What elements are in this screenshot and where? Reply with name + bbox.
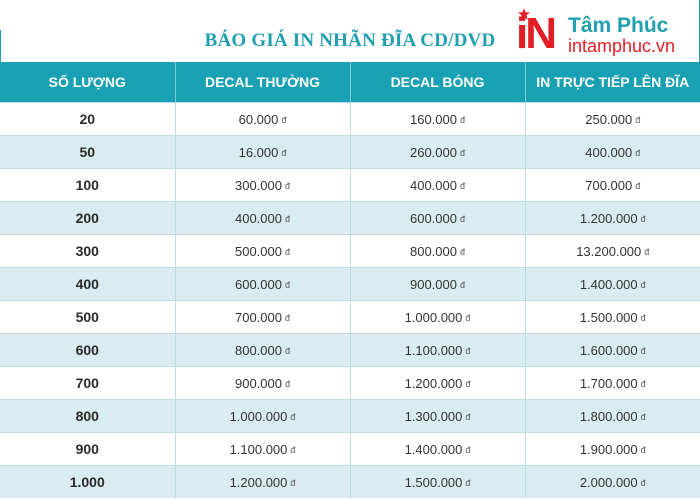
table-row bbox=[0, 202, 700, 235]
cell-decal-bong-value: 900.000 bbox=[409, 276, 457, 292]
cell-quantity bbox=[0, 169, 175, 202]
cell-quantity bbox=[0, 334, 175, 367]
currency-symbol: đ bbox=[635, 147, 641, 158]
currency-symbol: đ bbox=[290, 444, 296, 455]
cell-decal-thuong-value: 1.100.000 bbox=[229, 441, 288, 457]
cell-in-truc-tiep bbox=[525, 301, 700, 334]
cell-decal-bong-value: 1.100.000 bbox=[404, 342, 463, 358]
cell-in-truc-tiep bbox=[525, 466, 700, 499]
table-row bbox=[0, 136, 700, 169]
cell-decal-thuong-value: 500.000 bbox=[234, 243, 282, 259]
table-row bbox=[0, 400, 700, 433]
cell-decal-bong-value: 600.000 bbox=[409, 210, 457, 226]
cell-in-truc-tiep-value: 400.000 bbox=[585, 144, 633, 160]
currency-symbol: đ bbox=[644, 246, 650, 257]
currency-symbol: đ bbox=[284, 279, 290, 290]
currency-symbol: đ bbox=[640, 477, 646, 488]
cell-in-truc-tiep bbox=[525, 400, 700, 433]
cell-decal-bong bbox=[350, 334, 525, 367]
cell-quantity bbox=[0, 202, 175, 235]
cell-quantity bbox=[0, 268, 175, 301]
table-row bbox=[0, 268, 700, 301]
cell-decal-thuong bbox=[175, 169, 350, 202]
cell-quantity-value: 700 bbox=[75, 375, 99, 391]
currency-symbol: đ bbox=[284, 345, 290, 356]
cell-decal-bong-value: 160.000 bbox=[409, 111, 457, 127]
table-row bbox=[0, 466, 700, 499]
cell-decal-thuong bbox=[175, 466, 350, 499]
cell-decal-bong-value: 1.200.000 bbox=[404, 375, 463, 391]
cell-in-truc-tiep-value: 700.000 bbox=[585, 177, 633, 193]
currency-symbol: đ bbox=[465, 477, 471, 488]
header-decal-bong: DECAL BÓNG bbox=[350, 62, 525, 103]
cell-decal-bong bbox=[350, 301, 525, 334]
brand-logo bbox=[516, 8, 700, 60]
logo-name: Tâm Phúc bbox=[568, 14, 669, 37]
cell-decal-bong bbox=[350, 202, 525, 235]
currency-symbol: đ bbox=[290, 477, 296, 488]
cell-decal-bong bbox=[350, 400, 525, 433]
cell-decal-thuong bbox=[175, 268, 350, 301]
cell-decal-bong bbox=[350, 268, 525, 301]
currency-symbol: đ bbox=[635, 114, 641, 125]
currency-symbol: đ bbox=[284, 312, 290, 323]
cell-decal-thuong-value: 700.000 bbox=[234, 309, 282, 325]
table-row bbox=[0, 367, 700, 400]
currency-symbol: đ bbox=[465, 444, 471, 455]
currency-symbol: đ bbox=[284, 246, 290, 257]
cell-in-truc-tiep-value: 1.400.000 bbox=[579, 276, 638, 292]
cell-quantity-value: 800 bbox=[75, 408, 99, 424]
logo-mark: iN bbox=[516, 9, 554, 58]
cell-quantity-value: 400 bbox=[75, 276, 99, 292]
cell-in-truc-tiep-value: 1.200.000 bbox=[579, 210, 638, 226]
cell-quantity bbox=[0, 367, 175, 400]
header-in-truc-tiep: IN TRỰC TIẾP LÊN ĐĨA bbox=[525, 62, 700, 103]
cell-in-truc-tiep-value: 2.000.000 bbox=[579, 474, 638, 490]
page-title: BÁO GIÁ IN NHÃN ĐĨA CD/DVD bbox=[204, 30, 496, 51]
currency-symbol: đ bbox=[284, 213, 290, 224]
cell-quantity-value: 50 bbox=[79, 144, 96, 160]
currency-symbol: đ bbox=[459, 180, 465, 191]
cell-quantity bbox=[0, 433, 175, 466]
cell-in-truc-tiep-value: 13.200.000 bbox=[576, 243, 642, 259]
currency-symbol: đ bbox=[640, 312, 646, 323]
currency-symbol: đ bbox=[635, 180, 641, 191]
currency-symbol: đ bbox=[284, 180, 290, 191]
cell-in-truc-tiep bbox=[525, 235, 700, 268]
currency-symbol: đ bbox=[465, 312, 471, 323]
currency-symbol: đ bbox=[284, 378, 290, 389]
cell-quantity-value: 200 bbox=[75, 210, 99, 226]
cell-decal-bong bbox=[350, 103, 525, 136]
cell-quantity bbox=[0, 136, 175, 169]
currency-symbol: đ bbox=[459, 213, 465, 224]
cell-decal-bong bbox=[350, 433, 525, 466]
cell-decal-thuong bbox=[175, 400, 350, 433]
table-row bbox=[0, 235, 700, 268]
cell-decal-thuong bbox=[175, 202, 350, 235]
table-row bbox=[0, 169, 700, 202]
currency-symbol: đ bbox=[465, 411, 471, 422]
price-table bbox=[0, 62, 700, 498]
currency-symbol: đ bbox=[640, 345, 646, 356]
cell-quantity-value: 1.000 bbox=[69, 474, 105, 490]
cell-decal-thuong bbox=[175, 103, 350, 136]
cell-decal-bong bbox=[350, 367, 525, 400]
cell-decal-bong-value: 1.500.000 bbox=[404, 474, 463, 490]
cell-in-truc-tiep bbox=[525, 103, 700, 136]
cell-decal-thuong-value: 16.000 bbox=[238, 144, 279, 160]
cell-in-truc-tiep bbox=[525, 169, 700, 202]
cell-decal-thuong-value: 1.200.000 bbox=[229, 474, 288, 490]
cell-decal-thuong-value: 400.000 bbox=[234, 210, 282, 226]
table-row bbox=[0, 301, 700, 334]
cell-in-truc-tiep-value: 1.700.000 bbox=[579, 375, 638, 391]
cell-decal-bong bbox=[350, 466, 525, 499]
cell-quantity-value: 300 bbox=[75, 243, 99, 259]
cell-quantity-value: 20 bbox=[79, 111, 96, 127]
currency-symbol: đ bbox=[290, 411, 296, 422]
cell-decal-thuong bbox=[175, 367, 350, 400]
cell-in-truc-tiep bbox=[525, 268, 700, 301]
cell-decal-bong-value: 800.000 bbox=[409, 243, 457, 259]
currency-symbol: đ bbox=[640, 444, 646, 455]
currency-symbol: đ bbox=[465, 378, 471, 389]
cell-quantity bbox=[0, 103, 175, 136]
cell-decal-thuong bbox=[175, 235, 350, 268]
header-decal-thuong: DECAL THƯỜNG bbox=[175, 62, 350, 103]
cell-quantity-value: 900 bbox=[75, 441, 99, 457]
currency-symbol: đ bbox=[459, 114, 465, 125]
cell-decal-bong-value: 1.300.000 bbox=[404, 408, 463, 424]
cell-quantity-value: 600 bbox=[75, 342, 99, 358]
cell-decal-bong-value: 1.400.000 bbox=[404, 441, 463, 457]
cell-decal-thuong-value: 800.000 bbox=[234, 342, 282, 358]
currency-symbol: đ bbox=[465, 345, 471, 356]
cell-decal-thuong-value: 60.000 bbox=[238, 111, 279, 127]
cell-decal-bong bbox=[350, 235, 525, 268]
cell-quantity bbox=[0, 301, 175, 334]
header-quantity: SỐ LƯỢNG bbox=[0, 62, 175, 103]
cell-decal-bong-value: 400.000 bbox=[409, 177, 457, 193]
cell-decal-thuong-value: 600.000 bbox=[234, 276, 282, 292]
cell-in-truc-tiep bbox=[525, 202, 700, 235]
currency-symbol: đ bbox=[640, 279, 646, 290]
cell-in-truc-tiep-value: 1.500.000 bbox=[579, 309, 638, 325]
cell-decal-thuong-value: 900.000 bbox=[234, 375, 282, 391]
table-row bbox=[0, 334, 700, 367]
currency-symbol: đ bbox=[459, 279, 465, 290]
cell-decal-thuong-value: 1.000.000 bbox=[229, 408, 288, 424]
cell-in-truc-tiep bbox=[525, 367, 700, 400]
currency-symbol: đ bbox=[640, 378, 646, 389]
currency-symbol: đ bbox=[459, 246, 465, 257]
currency-symbol: đ bbox=[459, 147, 465, 158]
cell-decal-bong-value: 260.000 bbox=[409, 144, 457, 160]
cell-in-truc-tiep bbox=[525, 334, 700, 367]
cell-in-truc-tiep-value: 1.800.000 bbox=[579, 408, 638, 424]
currency-symbol: đ bbox=[640, 213, 646, 224]
table-row bbox=[0, 103, 700, 136]
table-row bbox=[0, 433, 700, 466]
cell-in-truc-tiep-value: 1.600.000 bbox=[579, 342, 638, 358]
cell-quantity-value: 500 bbox=[75, 309, 99, 325]
currency-symbol: đ bbox=[640, 411, 646, 422]
currency-symbol: đ bbox=[281, 114, 287, 125]
cell-decal-thuong bbox=[175, 433, 350, 466]
cell-quantity-value: 100 bbox=[75, 177, 99, 193]
currency-symbol: đ bbox=[281, 147, 287, 158]
cell-in-truc-tiep bbox=[525, 433, 700, 466]
cell-in-truc-tiep-value: 250.000 bbox=[585, 111, 633, 127]
cell-decal-thuong bbox=[175, 334, 350, 367]
cell-quantity bbox=[0, 466, 175, 499]
cell-quantity bbox=[0, 400, 175, 433]
cell-in-truc-tiep bbox=[525, 136, 700, 169]
cell-in-truc-tiep-value: 1.900.000 bbox=[579, 441, 638, 457]
cell-decal-thuong-value: 300.000 bbox=[234, 177, 282, 193]
cell-decal-thuong bbox=[175, 136, 350, 169]
cell-decal-thuong bbox=[175, 301, 350, 334]
cell-decal-bong-value: 1.000.000 bbox=[404, 309, 463, 325]
table-header-row bbox=[0, 62, 700, 103]
cell-decal-bong bbox=[350, 136, 525, 169]
logo-url: intamphuc.vn bbox=[568, 36, 676, 56]
cell-decal-bong bbox=[350, 169, 525, 202]
cell-quantity bbox=[0, 235, 175, 268]
